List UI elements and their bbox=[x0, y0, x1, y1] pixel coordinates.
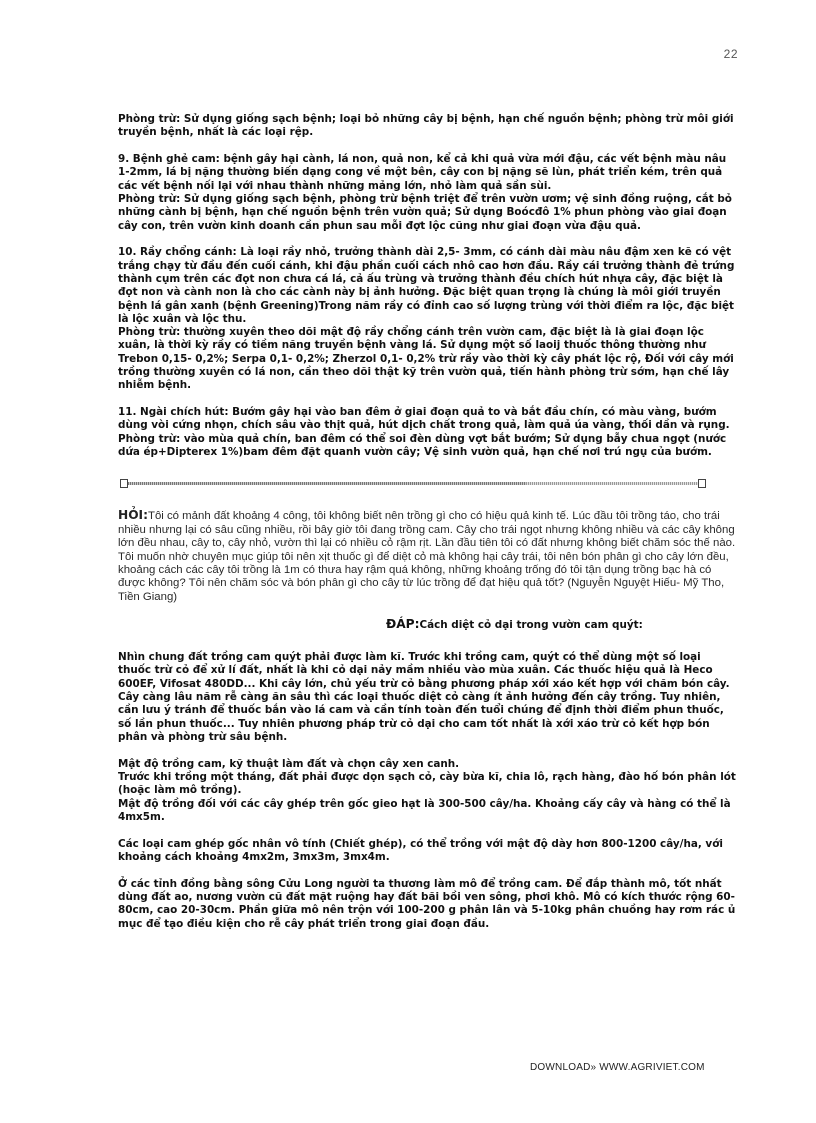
answer-paragraph-mound-planting: Ở các tỉnh đồng bằng sông Cửu Long người ta thương làm mô để trồng cam. Để đắp thành mô, tốt nhất dùng đất ao, nương vườn cũ đất mặt ruộng hay đất bãi bồi ven sông, phơi khô. Mô có kích thước rộng 60-80cm, cao 20-30cm. Phần giữa mô nên trộn với 100-200 g phân lân và 5-10kg phân chuồng hay rơm rác ủ mục để tạo điều kiện cho rễ cây phát triển trong giai đoạn đầu. bbox=[118, 877, 736, 930]
page-number: 22 bbox=[723, 47, 738, 61]
answer-heading bbox=[118, 617, 736, 631]
answer-paragraph-grafted-density: Các loại cam ghép gốc nhân vô tính (Chiết ghép), có thể trồng với mật độ dày hơn 800-1200 cây/ha, với khoảng cách khoảng 4mx2m, 3mx3m, 3mx4m. bbox=[118, 837, 723, 864]
section-divider bbox=[120, 479, 712, 489]
paragraph-prevention-general: Phòng trừ: Sử dụng giống sạch bệnh; loại bỏ những cây bị bệnh, hạn chế nguồn bệnh; phòng trừ môi giới truyền bệnh, nhất là các loại rệp. bbox=[118, 113, 734, 139]
divider-end-left bbox=[120, 479, 128, 488]
divider-bar bbox=[128, 482, 526, 485]
answer-paragraph-planting-density: Mật độ trồng cam, kỹ thuật làm đất và chọn cây xen canh. Trước khi trồng một tháng, đất phải được dọn sạch cỏ, cày bừa kĩ, chia lô, rạch hàng, đào hố bón phân lót (hoặc làm mô trồng). Mật độ trồng đối với các cây ghép trên gốc gieo hạt là 300-500 cây/ha. Khoảng cấy cây và hàng có thể là 4mx5m. bbox=[118, 757, 736, 823]
paragraph-citrus-scab: 9. Bệnh ghẻ cam: bệnh gây hại cành, lá non, quả non, kể cả khi quả vừa mới đậu, các vết bệnh màu nâu 1-2mm, lá bị nặng thường biến dạng cong về một bên, cây con bị nặng sẽ lùn, phát triển kém, trên quả các vết bệnh nối lại với nhau thành những mảng lớn, nhỏ làm quả sần sùi. Phòng trừ: Sử dụng giống sạch bệnh, phòng trừ bệnh triệt để trên vườn ươm; vệ sinh đồng ruộng, cắt bỏ những cành bị bệnh, hạn chế nguồn bệnh trên vườn quả; Sử dụng Boócđô 1% phun phòng vào giai đoạn cây con, trên vườn kinh doanh cần phun sau mỗi đợt lộc cũng như giai đoạn vừa đậu quả. bbox=[118, 153, 732, 232]
paragraph-citrus-psyllid: 10. Rầy chổng cánh: Là loại rầy nhỏ, trưởng thành dài 2,5- 3mm, có cánh dài màu nâu đậm xen kẽ có vệt trắng chạy từ đầu đến cuối cánh, khi đậu phần cuối cách nhô cao hơn đầu. Rầy cái trưởng thành đẻ trứng thành cụm trên các đọt non chưa cá lá, cả ấu trùng và trưởng thành đều chích hút nhựa cây, đặc biệt là đọt non và cành non là cho các cành này bị ảnh hưởng. Đặc biệt quan trọng là chúng là môi giới truyền bệnh lá gân xanh (bệnh Greening)Trong năm rầy có đỉnh cao số lượng trùng với thời điểm ra lộc, đặc biệt là lộc xuân và lộc thu. Phòng trừ: thường xuyên theo dõi mật độ rầy chổng cánh trên vườn cam, đặc biệt là là giai đoạn lộc xuân, là thời kỳ rầy có tiềm năng truyền bệnh vàng lá. Sử dụng một số laoij thuốc thông thường như Trebon 0,15- 0,2%; Serpa 0,1- 0,2%; Zherzol 0,1- 0,2% trừ rầy vào thời kỳ cây phát lộc rộ, Đối với cây mới trồng thường xuyên có lá non, cần theo dõi thật kỹ trên vườn quả, tiến hành phòng trừ sớm, hạn chế lây nhiễm bệnh. bbox=[118, 246, 735, 392]
answer-label: ĐÁP: bbox=[386, 617, 420, 632]
question-text: Tôi có mảnh đất khoảng 4 công, tôi không biết nên trồng gì cho có hiệu quả kinh tế. Lúc đầu tôi trồng táo, cho trái nhiều nhưng lại có sâu cũng nhiều, rồi bây giờ tôi đang trồng cam. Cây cho trái ngọt nhưng không nhiều và các cây không lớn đều nhau, cây to, cây nhỏ, vườn thì lại có nhiều cỏ rậm rịt. Lần đầu tiên tôi có đất nhưng không biết chăm sóc thế nào. Tôi muốn nhờ chuyên mục giúp tôi nên xịt thuốc gì để diệt cỏ mà không hại cây trái, tôi nên bón phân gì cho cây lớn đều, khoảng cách các cây tôi trồng là 1m có thưa hay rậm quá không, những khoảng trống đó tôi tận dụng trồng bạc hà có được không? Tôi nên chăm sóc và bón phân gì cho cây từ lúc trồng để đạt hiệu quả tốt? (Nguyễn Nguyệt Hiếu- Mỹ Tho, Tiền Giang) bbox=[118, 510, 736, 603]
question-block bbox=[118, 509, 736, 604]
footer-download-link: DOWNLOAD» WWW.AGRIVIET.COM bbox=[530, 1062, 705, 1073]
divider-end-right bbox=[698, 479, 706, 488]
answer-paragraph-weed-control: Nhìn chung đất trồng cam quýt phải được làm kĩ. Trước khi trồng cam, quýt có thể dùng một số loại thuốc trừ cỏ để xử lí đất, nhất là khi cỏ dại nảy mầm nhiều vào mùa xuân. Các thuốc hiệu quả là Heco 600EF, Vifosat 480DD... Khi cây lớn, chủ yếu trừ cỏ bằng phương pháp xới xáo kết hợp với chăm bón cây. Cây càng lâu năm rễ càng ăn sâu thì các loại thuốc diệt cỏ càng ít ảnh hưởng đến cây trồng. Tuy nhiên, cần lưu ý tránh để thuốc bắn vào lá cam và cần tính toàn đến tuổi chúng để định thời điểm phun thuốc, số lần phun thuốc... Tuy nhiên phương pháp trừ cỏ dại cho cam tốt nhất là xới xáo trừ cỏ kết hợp bón phân và phòng trừ sâu bệnh. bbox=[118, 651, 730, 743]
divider-bar-faded bbox=[526, 482, 698, 485]
document-body bbox=[118, 113, 736, 945]
answer-title: Cách diệt cỏ dại trong vườn cam quýt: bbox=[419, 619, 643, 632]
question-label: HỎI: bbox=[118, 508, 148, 523]
paragraph-fruit-piercing-moth: 11. Ngài chích hút: Bướm gây hại vào ban đêm ở giai đoạn quả to và bắt đầu chín, có màu vàng, bướm dùng vòi cứng nhọn, chích sâu vào thịt quả, hút dịch chất trong quả, làm quả úa vàng, thối dần và rụng. Phòng trừ: vào mùa quả chín, ban đêm có thể soi đèn dùng vợt bắt bướm; Sử dụng bẫy chua ngọt (nước dứa ép+Dipterex 1%)bam đêm đặt quanh vườn cây; Vệ sinh vườn quả, hạn chế nơi trú ngụ của bướm. bbox=[118, 406, 730, 459]
